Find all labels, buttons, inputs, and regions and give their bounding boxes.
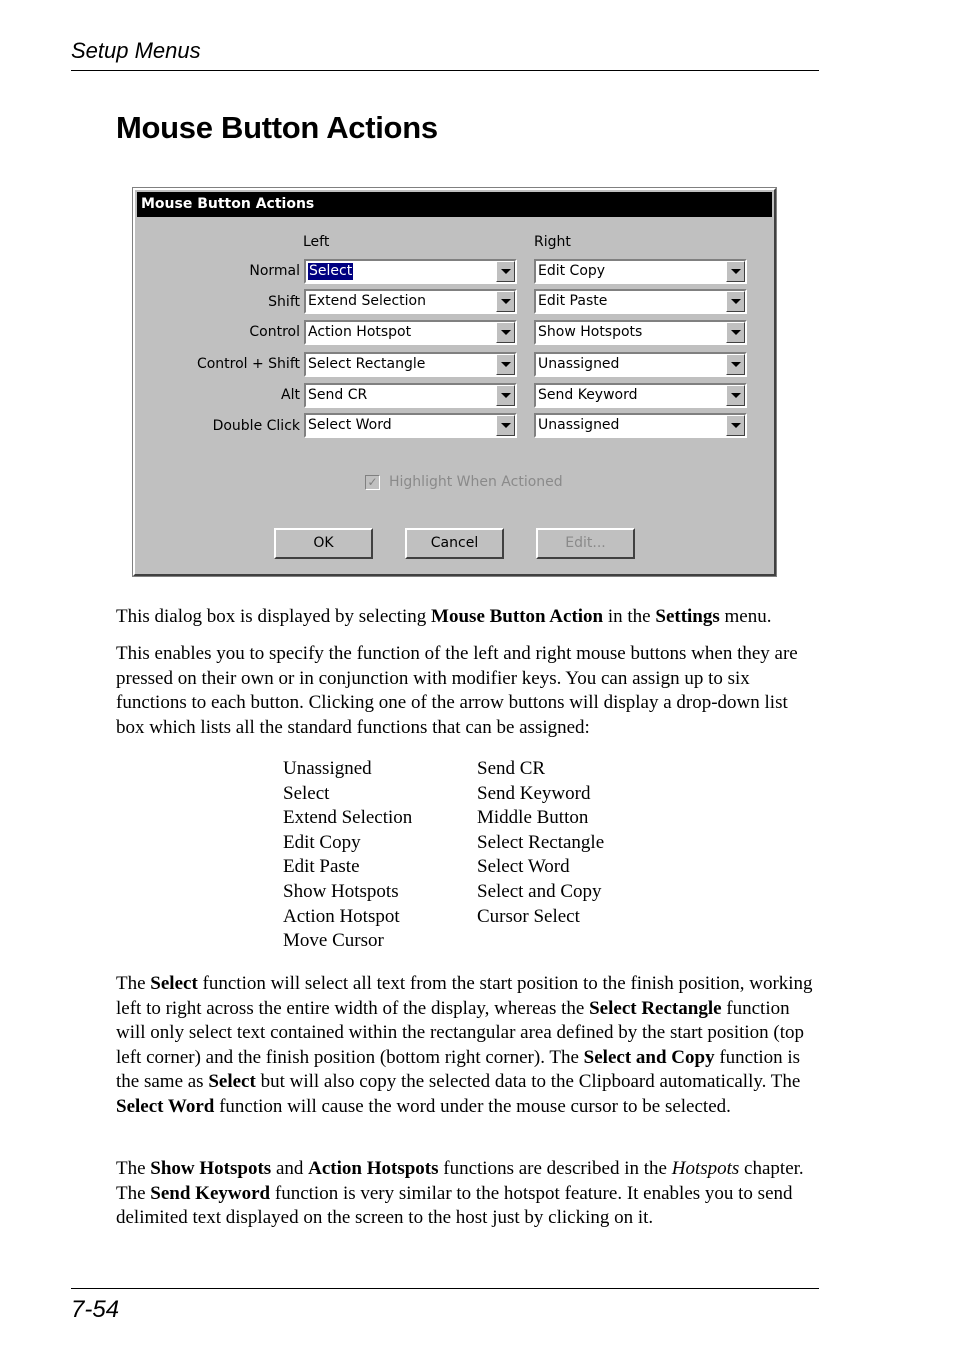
mouse-button-actions-dialog	[133, 188, 776, 576]
combo-double-click-left[interactable]	[304, 413, 517, 438]
combo-control-right[interactable]	[534, 320, 747, 345]
combo-alt-right[interactable]	[534, 383, 747, 408]
section-title: Mouse Button Actions	[116, 110, 438, 145]
intro-paragraph: This dialog box is displayed by selecting Mouse Button Action in the Settings menu.	[116, 606, 772, 627]
check-icon: ✓	[365, 475, 380, 490]
row-label-control: Control	[249, 324, 300, 340]
combo-normal-right[interactable]	[534, 259, 747, 284]
function-item: Edit Paste	[283, 856, 360, 878]
combo-shift-left[interactable]	[304, 289, 517, 314]
cancel-button[interactable]: Cancel	[405, 528, 504, 559]
hotspots-paragraph: The Show Hotspots and Action Hotspots functions are described in the Hotspots chapter. The Send Keyword function is very similar to the hotspot feature. It enables you to send delimited text displayed on the screen to the host just by clicking on it.	[116, 1158, 804, 1229]
chevron-down-icon[interactable]	[496, 261, 515, 282]
combo-value: Send Keyword	[538, 387, 638, 403]
combo-value: Select Word	[308, 417, 392, 433]
combo-value: Select Rectangle	[308, 356, 426, 372]
combo-control-shift-left[interactable]	[304, 352, 517, 377]
chevron-down-icon[interactable]	[726, 385, 745, 406]
function-item: Select Word	[477, 856, 570, 878]
header-rule	[71, 70, 819, 71]
chevron-down-icon[interactable]	[726, 291, 745, 312]
chevron-down-icon[interactable]	[726, 415, 745, 436]
function-item: Send Keyword	[477, 782, 591, 804]
function-item: Action Hotspot	[283, 905, 400, 927]
combo-value: Edit Copy	[538, 263, 606, 279]
combo-shift-right[interactable]	[534, 289, 747, 314]
function-item: Select Rectangle	[477, 831, 605, 853]
combo-value: Send CR	[308, 387, 368, 403]
chevron-down-icon[interactable]	[726, 354, 745, 375]
combo-value: Edit Paste	[538, 293, 608, 309]
function-item: Edit Copy	[283, 831, 361, 853]
chevron-down-icon[interactable]	[726, 322, 745, 343]
select-functions-paragraph: The Select function will select all text from the start position to the finish position, working left to right across the entire width of the display, whereas the Select Rectangle function will only select text contained within the rectangular area defined by the start position (top left corner) and the finish position (bottom right corner). The Select and Copy function is the same as Select but will also copy the selected data to the Clipboard automatically. The Select Word function will cause the word under the mouse cursor to be selected.	[116, 973, 813, 1117]
chevron-down-icon[interactable]	[496, 385, 515, 406]
row-label-double-click: Double Click	[212, 418, 300, 434]
footer-rule	[71, 1288, 819, 1289]
chevron-down-icon[interactable]	[496, 291, 515, 312]
function-item: Middle Button	[477, 807, 589, 829]
combo-alt-left[interactable]	[304, 383, 517, 408]
function-item: Cursor Select	[477, 905, 580, 927]
left-column-header: Left	[303, 234, 330, 250]
chevron-down-icon[interactable]	[496, 322, 515, 343]
row-label-shift: Shift	[268, 294, 300, 310]
function-item: Send CR	[477, 758, 546, 779]
dialog-title: Mouse Button Actions	[137, 192, 772, 217]
combo-control-shift-right[interactable]	[534, 352, 747, 377]
row-label-control-shift: Control + Shift	[196, 356, 300, 372]
chevron-down-icon[interactable]	[726, 261, 745, 282]
combo-normal-left[interactable]	[304, 259, 517, 284]
combo-value: Unassigned	[538, 356, 620, 372]
combo-double-click-right[interactable]	[534, 413, 747, 438]
function-item: Unassigned	[283, 758, 372, 779]
row-label-normal: Normal	[249, 263, 300, 279]
chevron-down-icon[interactable]	[496, 354, 515, 375]
combo-value: Action Hotspot	[308, 324, 412, 340]
function-item: Select	[283, 782, 330, 804]
function-list-column-2	[477, 757, 604, 929]
function-item: Show Hotspots	[283, 880, 399, 902]
function-item: Extend Selection	[283, 807, 413, 829]
row-label-alt: Alt	[281, 387, 300, 403]
checkbox-label: Highlight When Actioned	[389, 474, 563, 490]
page-number: 7-54	[71, 1296, 120, 1323]
function-item: Move Cursor	[283, 930, 384, 952]
function-item: Select and Copy	[477, 880, 602, 902]
combo-control-left[interactable]	[304, 320, 517, 345]
combo-value: Select	[309, 263, 353, 279]
description-paragraph: This enables you to specify the function of the left and right mouse buttons when they are pressed on their own or in conjunction with modifier keys. You can assign up to six functions to each button. Clicking one of the arrow buttons will display a drop-down list box which lists all the standard functions that can be assigned:	[116, 643, 798, 738]
function-list-column-1	[283, 757, 412, 954]
combo-value: Show Hotspots	[538, 324, 643, 340]
combo-value: Extend Selection	[308, 293, 426, 309]
right-column-header: Right	[534, 234, 571, 250]
ok-button[interactable]: OK	[274, 528, 373, 559]
chevron-down-icon[interactable]	[496, 415, 515, 436]
running-head: Setup Menus	[71, 38, 201, 63]
combo-value: Unassigned	[538, 417, 620, 433]
edit-button[interactable]: Edit...	[536, 528, 635, 559]
